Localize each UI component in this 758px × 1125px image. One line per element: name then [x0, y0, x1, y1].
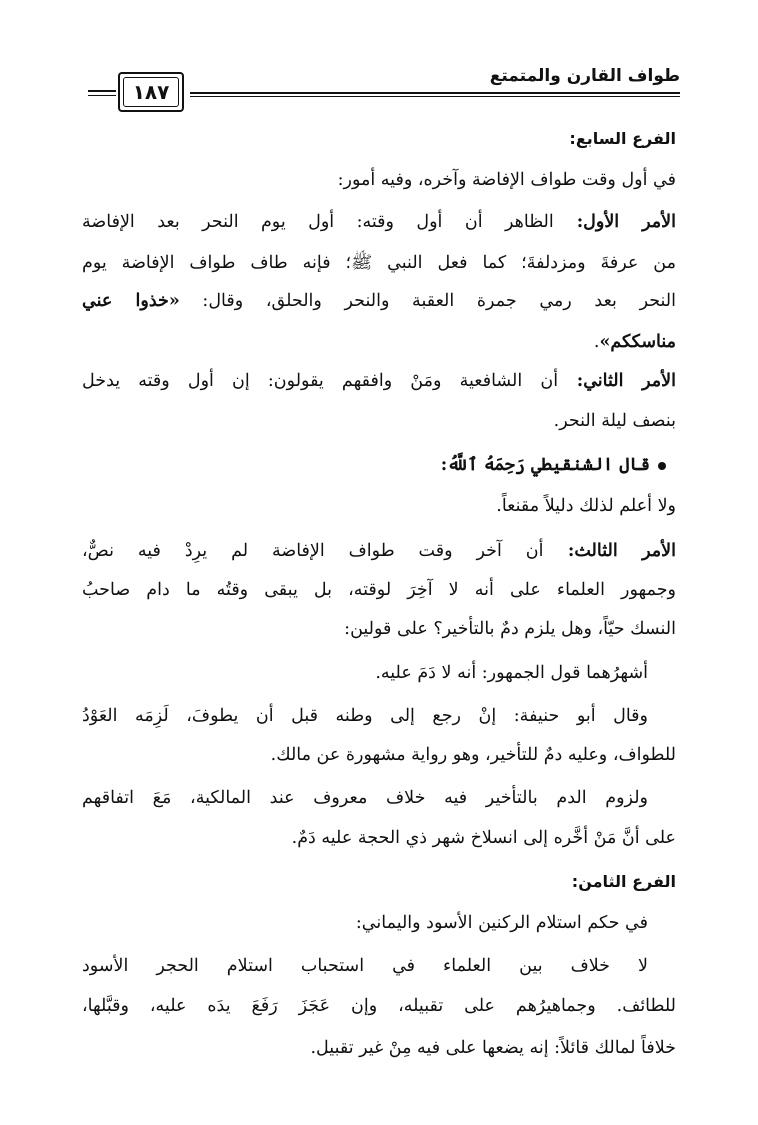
text-span: في أول وقت طواف الإفاضة وآخره، وفيه أمور: — [337, 170, 676, 190]
text-span: النسك حيّاً، وهل يلزم دمٌ بالتأخير؟ على قولين: — [344, 619, 676, 639]
section-heading: الفرع السابع: — [569, 129, 676, 148]
text-span: خلافاً لمالك قائلاً: إنه يضعها على فيه مِنْ غير تقبيل. — [310, 1038, 676, 1058]
bold-text: الأمر الثالث: — [543, 541, 677, 561]
text-span: ولزوم الدم بالتأخير فيه خلاف معروف عند المالكية، مَعَ اتفاقهم — [82, 788, 648, 808]
text-span: على أنَّ مَنْ أخَّره إلى انسلاخ شهر ذي الحجة عليه دَمٌ. — [291, 828, 676, 848]
text-line-3 — [82, 214, 676, 232]
bold-text: الأمر الثاني: — [558, 371, 676, 391]
text-span: وقال أبو حنيفة: إنْ رجع إلى وطنه قبل أن يطوفَ، لَزِمَه العَوْدُ — [82, 706, 648, 726]
text-span: ولا أعلم لذلك دليلاً مقنعاً. — [496, 496, 676, 516]
bold-text: قال الشنقيطي رَحِمَهُ ٱللَّهُ: — [440, 455, 650, 475]
text-line-7 — [82, 373, 676, 391]
text-line-15 — [82, 708, 648, 726]
text-span: أن آخر وقت طواف الإفاضة لم يرِدْ فيه نصٌّ، — [82, 541, 544, 561]
text-line-19 — [572, 874, 676, 892]
text-line-16 — [271, 747, 676, 765]
text-span: في حكم استلام الركنين الأسود واليماني: — [355, 913, 648, 933]
text-span: للطائف. وجماهيرُهم على تقبيله، وإن عَجَزَ رَفَعَ يدَه عليه، وقبَّلها، — [82, 996, 676, 1016]
section-heading: الفرع الثامن: — [571, 872, 676, 891]
text-line-21 — [82, 958, 648, 976]
text-line-6 — [594, 334, 676, 352]
header-rule — [190, 92, 680, 94]
bold-text: مناسككم» — [599, 332, 676, 352]
text-span: من عرفةَ ومزدلفةَ؛ كما فعل النبي ﷺ؛ فإنه طاف طواف الإفاضة يوم — [82, 253, 676, 273]
text-span: لا خلاف بين العلماء في استحباب استلام الحجر الأسود — [82, 956, 648, 976]
text-line-1 — [569, 131, 676, 149]
text-line-13 — [344, 621, 676, 639]
text-line-9 — [441, 457, 666, 475]
header-rule-left-thin — [88, 95, 116, 96]
text-line-10 — [496, 498, 676, 516]
page-number-frame — [118, 72, 184, 112]
header-rule-thin — [190, 96, 680, 97]
text-span: وجمهور العلماء على أنه لا آخِرَ لوقته، بل يبقى وقتُه ما دام صاحبُ — [82, 580, 676, 600]
text-line-17 — [82, 790, 648, 808]
text-span: النحر بعد رمي جمرة العقبة والنحر والحلق، وقال: — [179, 291, 676, 311]
text-line-5 — [82, 293, 676, 311]
header-rule-left — [88, 90, 116, 92]
text-line-4 — [82, 255, 676, 273]
text-line-18 — [292, 830, 676, 848]
text-span: أشهرُهما قول الجمهور: أنه لا دَمَ عليه. — [375, 663, 648, 683]
text-line-2 — [338, 172, 676, 190]
running-header-title: طواف القارن والمتمتع — [489, 66, 680, 86]
text-span: . — [593, 332, 600, 352]
text-line-23 — [310, 1040, 676, 1058]
text-line-12 — [82, 582, 676, 600]
text-span: الظاهر أن أول وقته: أول يوم النحر بعد الإفاضة — [82, 212, 554, 232]
bullet-icon — [658, 462, 666, 470]
text-line-14 — [375, 665, 648, 683]
page-number: ١٨٧ — [123, 77, 179, 107]
text-span: بنصف ليلة النحر. — [553, 411, 676, 431]
text-span: أن الشافعية ومَنْ وافقهم يقولون: إن أول وقته يدخل — [82, 371, 559, 391]
bold-text: الأمر الأول: — [553, 212, 676, 232]
text-span: للطواف، وعليه دمٌ للتأخير، وهو رواية مشهورة عن مالك. — [270, 745, 676, 765]
bold-text: «خذوا عني — [82, 291, 180, 311]
text-line-22 — [82, 998, 676, 1016]
text-line-20 — [356, 915, 648, 933]
text-line-11 — [82, 543, 676, 561]
text-line-8 — [554, 413, 676, 431]
